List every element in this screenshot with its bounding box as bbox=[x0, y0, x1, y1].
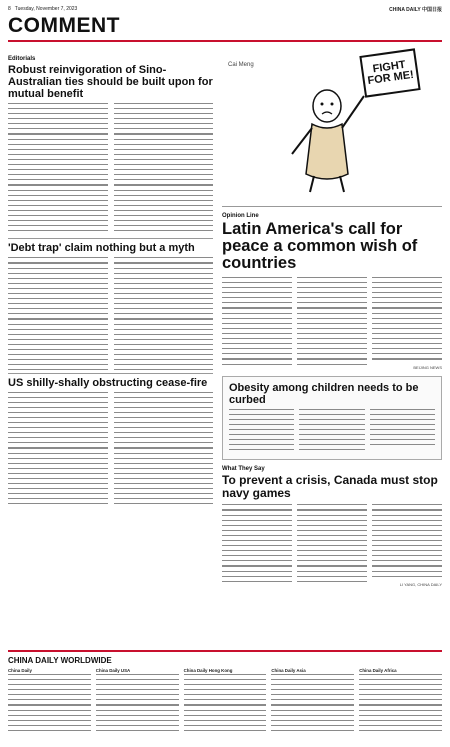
opinion-headline[interactable]: Latin America's call for peace a common wish of countries bbox=[222, 220, 418, 272]
editorial-body-col bbox=[8, 103, 108, 235]
editorial-body-2 bbox=[8, 257, 213, 369]
section-rule bbox=[8, 40, 442, 42]
opinion-body-col bbox=[222, 277, 292, 370]
obesity-body bbox=[229, 409, 435, 455]
footer-col bbox=[96, 668, 179, 735]
cartoon-figure-icon bbox=[282, 84, 372, 194]
editorials-column bbox=[8, 44, 213, 504]
canada-byline: LI YANG, CHINA DAILY bbox=[399, 581, 442, 587]
opinion-byline: BEIJING NEWS bbox=[413, 364, 442, 370]
editorial-headline-3[interactable]: US shilly-shally obstructing cease-fire bbox=[8, 376, 208, 389]
divider bbox=[8, 373, 213, 374]
cartoon-artist: Cai Meng bbox=[228, 62, 254, 68]
opinion-tag: Opinion Line bbox=[222, 213, 259, 219]
editorial-body-col bbox=[114, 103, 214, 235]
canada-headline[interactable]: To prevent a crisis, Canada must stop navy games bbox=[222, 473, 438, 501]
editorial-headline-2[interactable]: 'Debt trap' claim nothing but a myth bbox=[8, 242, 195, 255]
footer-col-title: China Daily Africa bbox=[359, 668, 397, 673]
opinion-column bbox=[222, 44, 442, 587]
footer-col bbox=[359, 668, 442, 735]
obesity-headline[interactable]: Obesity among children needs to be curbed bbox=[229, 381, 419, 406]
editorial-body-col bbox=[8, 392, 108, 504]
what-they-say-tag: What They Say bbox=[222, 466, 265, 473]
editorial-body-1 bbox=[8, 103, 213, 235]
footer-grid bbox=[8, 668, 442, 735]
masthead: CHINA DAILY 中国日报 bbox=[389, 6, 442, 13]
editorial-cartoon bbox=[222, 44, 442, 207]
footer bbox=[8, 650, 442, 738]
editorial-body-col bbox=[114, 257, 214, 369]
footer-col-title: China Daily Asia bbox=[271, 668, 306, 673]
footer-col bbox=[271, 668, 354, 735]
footer-col-title: China Daily USA bbox=[95, 668, 131, 673]
obesity-box bbox=[222, 376, 442, 461]
canada-body bbox=[222, 504, 442, 586]
section-title: COMMENT bbox=[8, 14, 120, 37]
opinion-body bbox=[222, 277, 442, 370]
footer-logo: CHINA DAILY WORLDWIDE bbox=[8, 656, 112, 665]
editorial-headline-1[interactable]: Robust reinvigoration of Sino-Australian ties should be built upon for mutual benefit bbox=[8, 64, 213, 100]
footer-col bbox=[8, 668, 91, 735]
editorial-body-col bbox=[8, 257, 108, 369]
editorials-tag: Editorials bbox=[8, 56, 36, 62]
editorial-body-col bbox=[114, 392, 214, 504]
cartoon-sign-text: FIGHT FOR ME! bbox=[366, 58, 415, 88]
page-number: 8 bbox=[8, 6, 11, 12]
opinion-body-col bbox=[297, 277, 367, 370]
page-date: Tuesday, November 7, 2023 bbox=[14, 6, 78, 12]
opinion-body-col bbox=[372, 277, 442, 370]
page-header bbox=[8, 4, 442, 14]
editorial-body-3 bbox=[8, 392, 213, 504]
footer-col-title: China Daily Hong Kong bbox=[183, 668, 233, 673]
footer-col-title: China Daily bbox=[8, 668, 32, 673]
divider bbox=[8, 238, 213, 239]
footer-col bbox=[184, 668, 267, 735]
